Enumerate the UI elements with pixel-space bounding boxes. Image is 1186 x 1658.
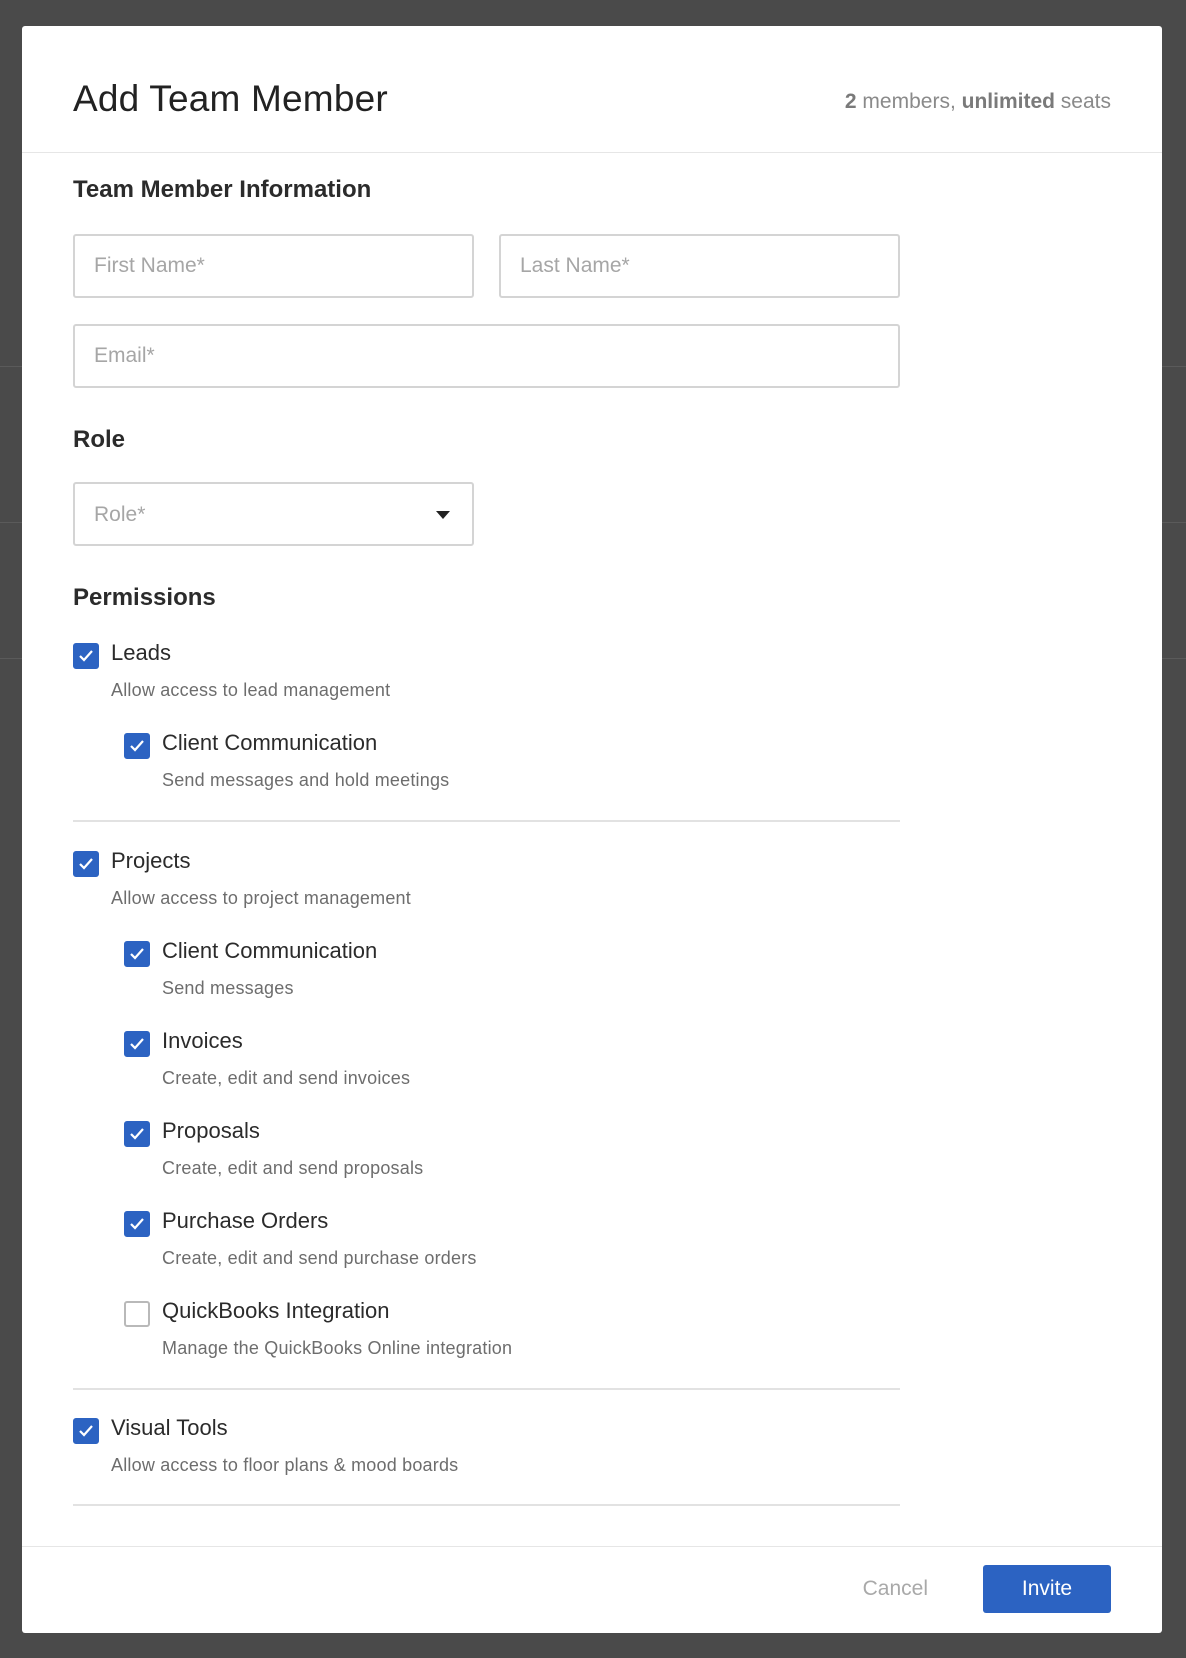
quickbooks-integration-label: QuickBooks Integration	[162, 1298, 390, 1323]
quickbooks-integration-checkbox[interactable]	[124, 1301, 150, 1327]
role-heading: Role	[73, 426, 126, 453]
proposals-checkbox[interactable]	[124, 1121, 150, 1147]
caret-down-icon	[436, 511, 450, 519]
first-name-field[interactable]	[73, 234, 474, 298]
projects-client-communication-label: Client Communication	[162, 938, 378, 963]
check-icon	[78, 857, 94, 871]
projects-desc: Allow access to project management	[111, 888, 411, 908]
invoices-label: Invoices	[162, 1028, 243, 1053]
members-text: members,	[856, 90, 962, 113]
modal-header	[22, 26, 1162, 153]
leads-desc: Allow access to lead management	[111, 680, 391, 700]
purchase-orders-label: Purchase Orders	[162, 1208, 329, 1233]
role-select-value: Role*	[94, 503, 146, 526]
check-icon	[78, 1424, 94, 1438]
visual-tools-desc: Allow access to floor plans & mood boards	[111, 1455, 459, 1475]
invoices-checkbox[interactable]	[124, 1031, 150, 1057]
check-icon	[129, 1037, 145, 1051]
email-field[interactable]	[73, 324, 900, 388]
projects-label: Projects	[111, 848, 191, 873]
add-team-member-modal	[22, 26, 1162, 1633]
seats-text: seats	[1054, 90, 1111, 113]
projects-client-communication-checkbox[interactable]	[124, 941, 150, 967]
invite-button[interactable]: Invite	[983, 1565, 1111, 1613]
member-count: 2	[844, 90, 857, 113]
check-icon	[129, 1127, 145, 1141]
team-member-info-heading: Team Member Information	[73, 176, 372, 203]
section-divider	[73, 820, 900, 822]
check-icon	[129, 1217, 145, 1231]
leads-checkbox[interactable]	[73, 643, 99, 669]
section-divider	[73, 1504, 900, 1506]
leads-client-communication-desc: Send messages and hold meetings	[162, 770, 450, 790]
purchase-orders-desc: Create, edit and send purchase orders	[162, 1248, 477, 1268]
check-icon	[129, 947, 145, 961]
proposals-desc: Create, edit and send proposals	[162, 1158, 424, 1178]
section-divider	[73, 1388, 900, 1390]
visual-tools-checkbox[interactable]	[73, 1418, 99, 1444]
check-icon	[129, 739, 145, 753]
seat-limit: unlimited	[961, 90, 1055, 113]
role-select[interactable]	[73, 482, 474, 546]
permissions-heading: Permissions	[73, 584, 216, 611]
seat-count	[845, 90, 1111, 114]
visual-tools-label: Visual Tools	[111, 1415, 228, 1440]
purchase-orders-checkbox[interactable]	[124, 1211, 150, 1237]
quickbooks-integration-desc: Manage the QuickBooks Online integration	[162, 1338, 513, 1358]
last-name-field[interactable]	[499, 234, 900, 298]
cancel-button[interactable]: Cancel	[853, 1565, 938, 1613]
check-icon	[78, 649, 94, 663]
modal-title: Add Team Member	[73, 78, 388, 119]
projects-client-communication-desc: Send messages	[162, 978, 294, 998]
proposals-label: Proposals	[162, 1118, 260, 1143]
invoices-desc: Create, edit and send invoices	[162, 1068, 411, 1088]
modal-footer	[22, 1546, 1162, 1633]
email-input[interactable]	[75, 326, 898, 386]
last-name-input[interactable]	[501, 236, 898, 296]
first-name-input[interactable]	[75, 236, 472, 296]
leads-client-communication-label: Client Communication	[162, 730, 378, 755]
projects-checkbox[interactable]	[73, 851, 99, 877]
leads-label: Leads	[111, 640, 171, 665]
leads-client-communication-checkbox[interactable]	[124, 733, 150, 759]
